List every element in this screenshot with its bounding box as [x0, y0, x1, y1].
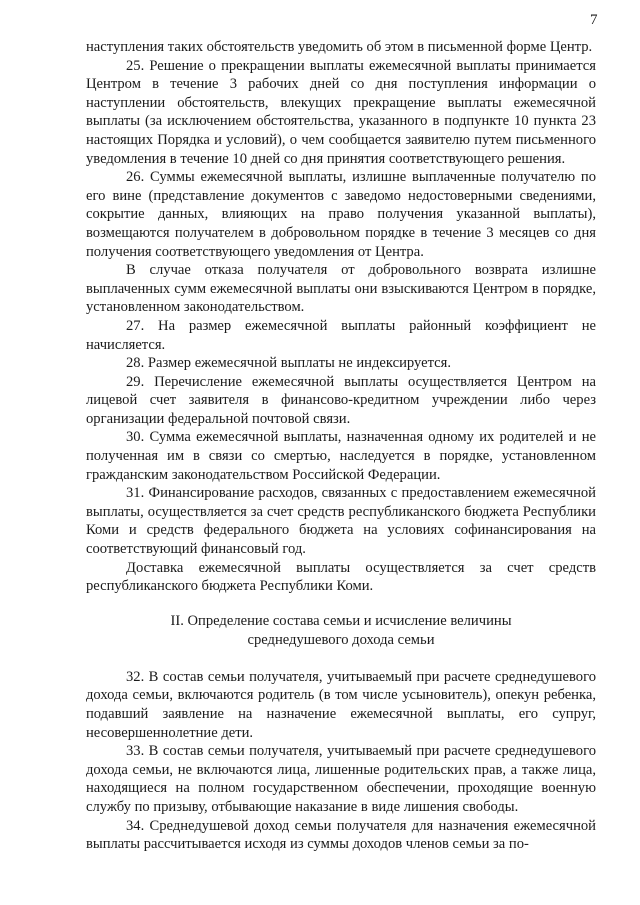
paragraph-34: 34. Среднедушевой доход семьи получателя для назначения ежемесячной выплаты рассчитывается исходя из суммы доходов членов семьи за по-	[86, 817, 596, 853]
section-heading-line-2: среднедушевого дохода семьи	[247, 631, 435, 648]
section-heading	[86, 612, 596, 650]
document-body	[86, 38, 596, 854]
paragraph-31: 31. Финансирование расходов, связанных с предоставлением ежемесячной выплаты, осуществляется за счет средств республиканского бюджета Республики Коми и средств федерального бюджета на условиях софинансирования на соответствующий финансовый год.	[86, 485, 596, 558]
paragraph-26: 26. Суммы ежемесячной выплаты, излишне выплаченные получателю по его вине (представление документов с заведомо недостоверными сведениями, сокрытие данных, влияющих на право получения указанной выплаты), возмещаются получателем в добровольном порядке в течение 3 месяцев со дня получения соответствующего уведомления от Центра.	[86, 169, 596, 260]
paragraph-29: 29. Перечисление ежемесячной выплаты осуществляется Центром на лицевой счет заявителя в финансово-кредитном учреждении либо через организации федеральной почтовой связи.	[86, 373, 596, 427]
paragraph-continuation: наступления таких обстоятельств уведомить об этом в письменной форме Центр.	[86, 39, 593, 55]
paragraph-31-delivery: Доставка ежемесячной выплаты осуществляется за счет средств республиканского бюджета Республики Коми.	[86, 559, 596, 595]
paragraph-28: 28. Размер ежемесячной выплаты не индексируется.	[126, 355, 451, 372]
page-number: 7	[590, 12, 598, 28]
paragraph-32: 32. В состав семьи получателя, учитываемый при расчете среднедушевого дохода семьи, включаются родитель (в том числе усыновитель), опекун ребенка, подавший заявление на назначение ежемесячной выплаты, его супруг, несовершеннолетние дети.	[86, 668, 596, 741]
section-heading-line-1: II. Определение состава семьи и исчисление величины	[170, 612, 512, 629]
paragraph-30: 30. Сумма ежемесячной выплаты, назначенная одному их родителей и не полученная им в связи со смертью, наследуется в порядке, установленном гражданским законодательством Российской Федерации.	[86, 429, 596, 483]
paragraph-33: 33. В состав семьи получателя, учитываемый при расчете среднедушевого дохода семьи, не включаются лица, лишенные родительских прав, а также лица, находящиеся на полном государственном обеспечении, проходящие военную службу по призыву, отбывающие наказание в виде лишения свободы.	[86, 743, 596, 815]
paragraph-26-refusal: В случае отказа получателя от добровольного возврата излишне выплаченных сумм ежемесячной выплаты они взыскиваются Центром в порядке, установленном законодательством.	[86, 262, 596, 316]
paragraph-25: 25. Решение о прекращении выплаты ежемесячной выплаты принимается Центром в течение 3 рабочих дней со дня поступления информации о наступлении обстоятельств, влекущих прекращение выплаты ежемесячной выплаты (за исключением обстоятельства, указанного в подпункте 10 пункта 23 настоящих Порядка и условий), о чем сообщается заявителю путем письменного уведомления в течение 10 дней со дня принятия соответствующего решения.	[86, 57, 596, 167]
paragraph-27: 27. На размер ежемесячной выплаты районный коэффициент не начисляется.	[86, 317, 596, 353]
